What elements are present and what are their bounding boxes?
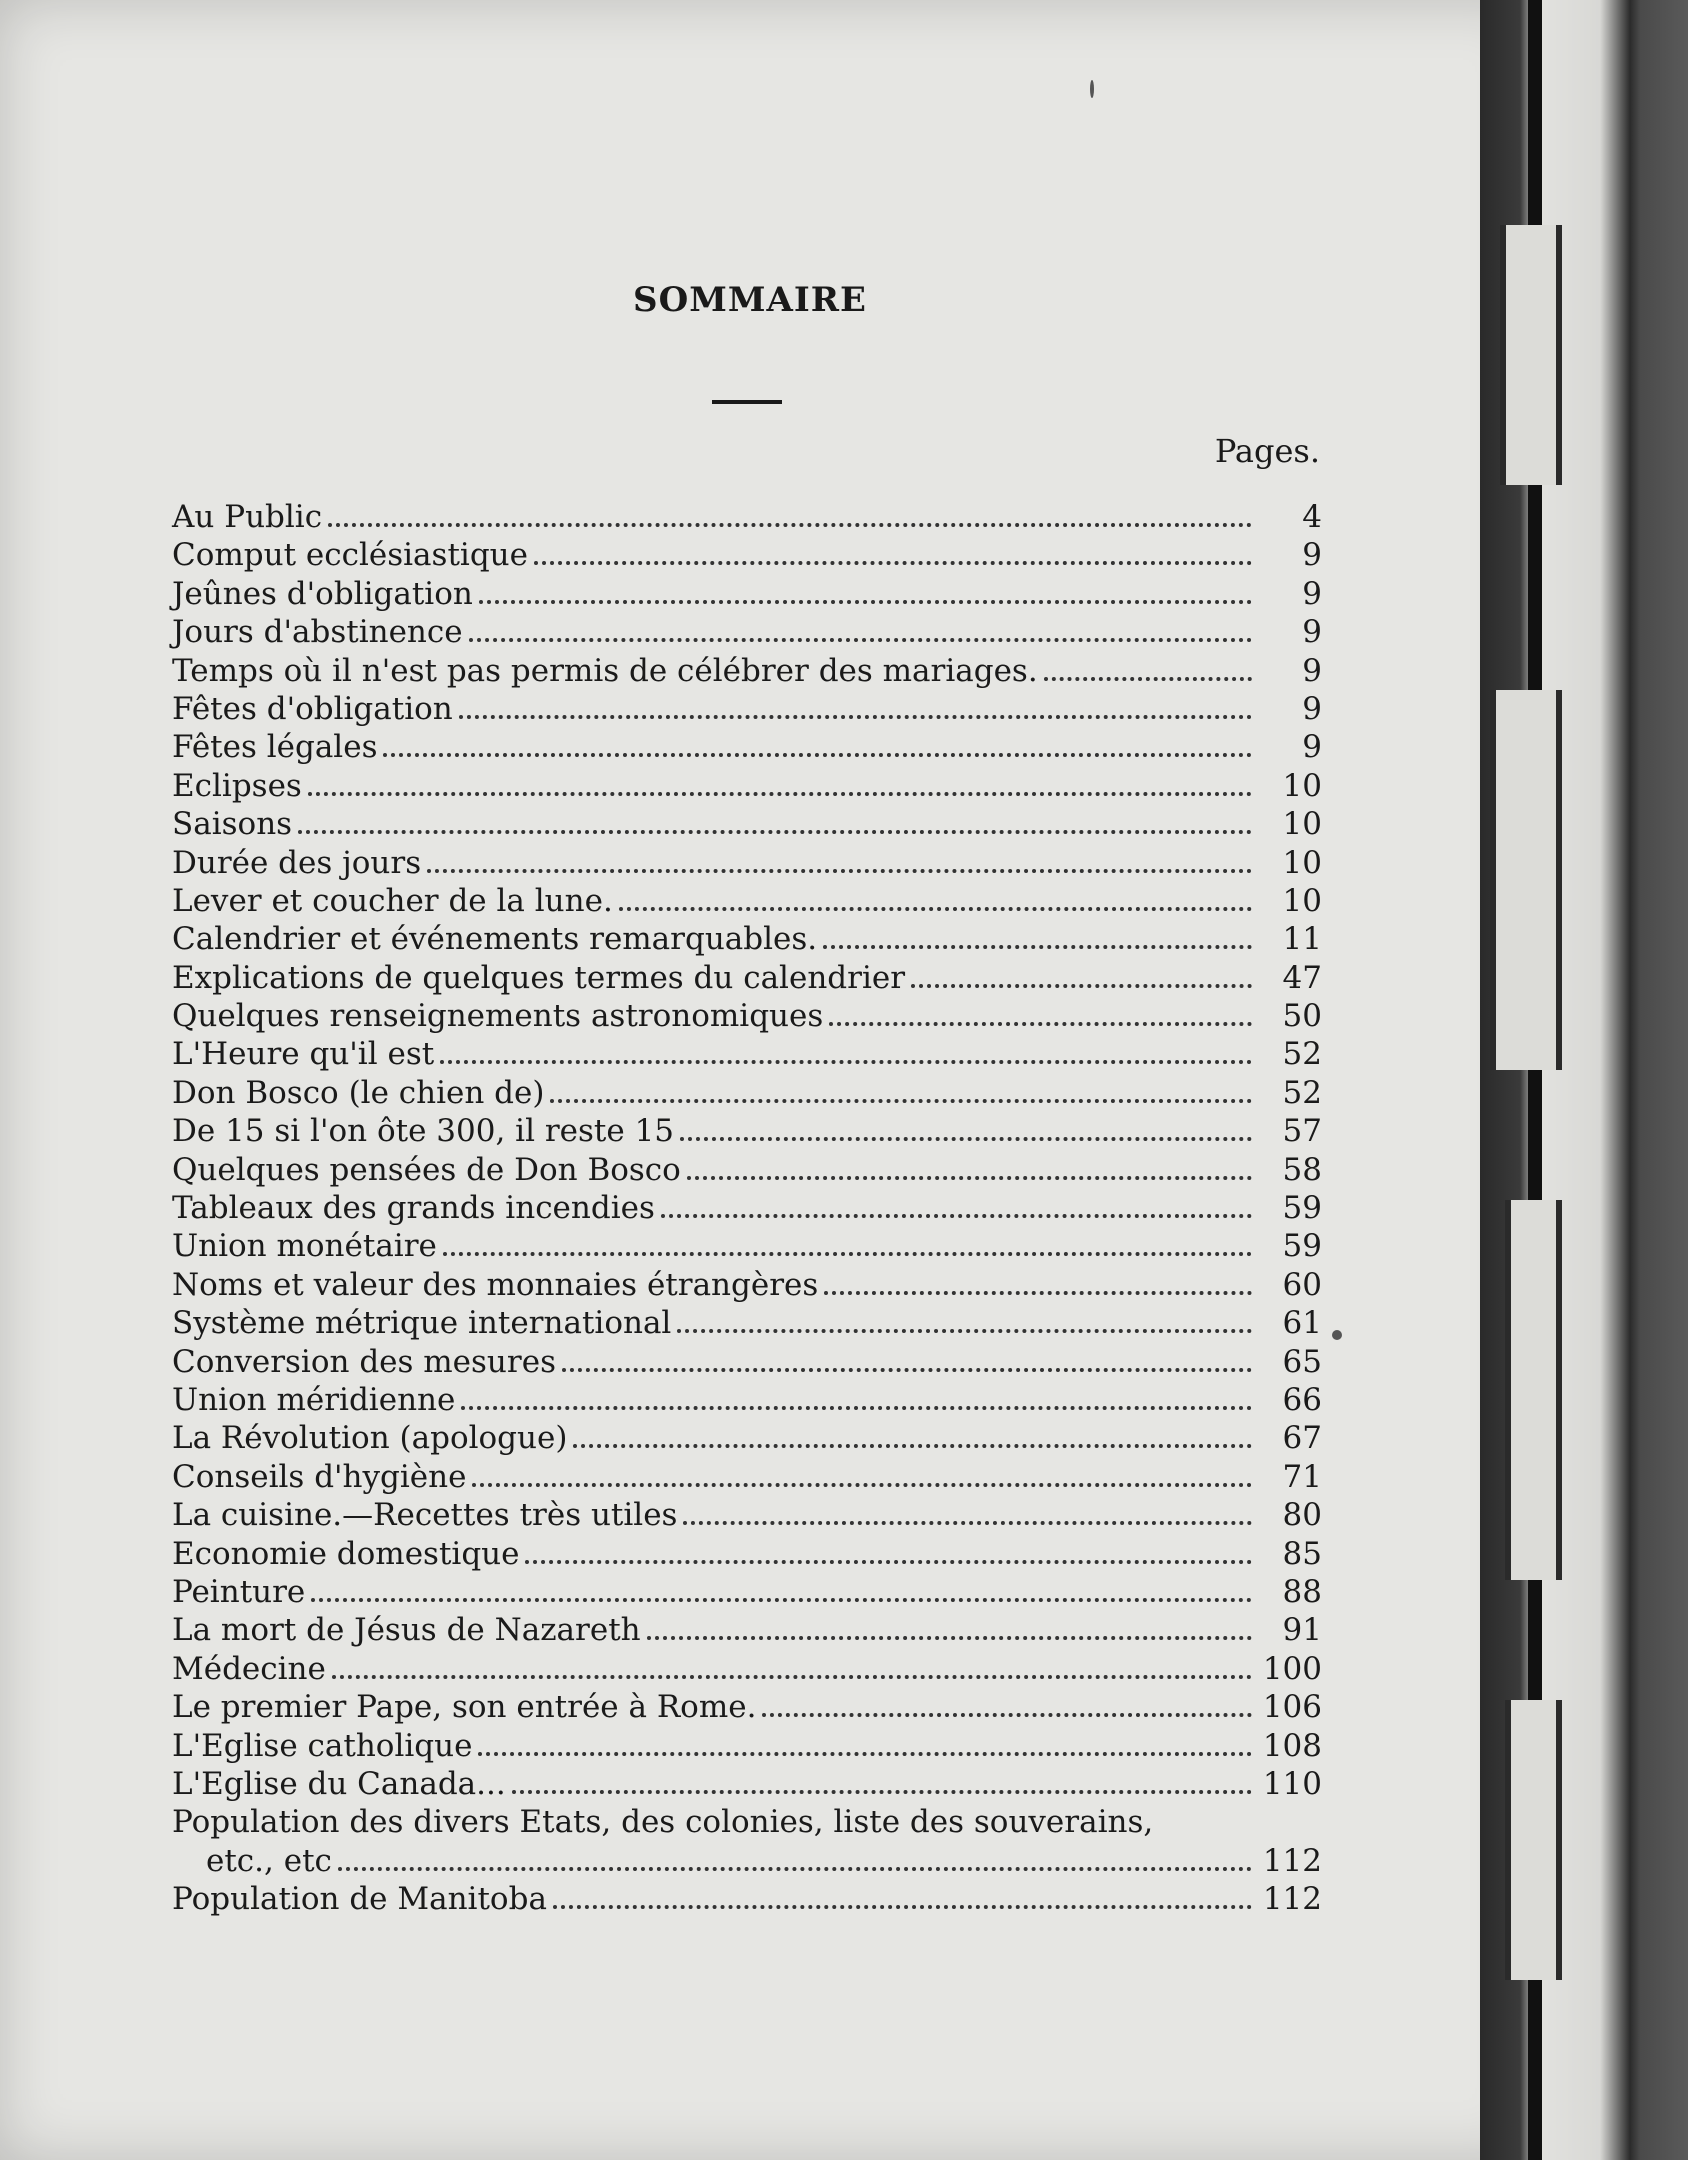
- dot-leader: [525, 1560, 1252, 1564]
- toc-entry-page: 112: [1262, 1842, 1322, 1879]
- binding-tab: [1505, 1200, 1562, 1580]
- toc-entry: [172, 882, 1322, 920]
- toc-entry: [172, 844, 1322, 882]
- dot-leader: [328, 523, 1252, 527]
- dot-leader: [512, 1790, 1252, 1794]
- toc-entry-page: 108: [1262, 1727, 1322, 1764]
- dot-leader: [553, 1905, 1252, 1909]
- toc-entry-label: Lever et coucher de la lune.: [172, 882, 613, 919]
- toc-entry-label: Peinture: [172, 1573, 306, 1610]
- toc-entry: [172, 1688, 1322, 1726]
- toc-entry: [172, 959, 1322, 997]
- toc-entry: [172, 613, 1322, 651]
- toc-entry: [172, 690, 1322, 728]
- toc-entry-label: Conseils d'hygiène: [172, 1458, 467, 1495]
- toc-entry-page: 66: [1282, 1381, 1322, 1418]
- dot-leader: [443, 1252, 1252, 1256]
- toc-entry-page: 9: [1302, 614, 1322, 651]
- toc-entry: [172, 1496, 1322, 1534]
- toc-entry-page: 88: [1282, 1573, 1322, 1610]
- toc-entry: [172, 1803, 1322, 1880]
- dot-leader: [338, 1867, 1252, 1871]
- toc-entry-page: 52: [1282, 1036, 1322, 1073]
- ink-speck: [1090, 80, 1094, 98]
- dot-leader: [459, 715, 1252, 719]
- toc-entry-page: 10: [1282, 767, 1322, 804]
- toc-entry: [172, 1650, 1322, 1688]
- dot-leader: [308, 792, 1252, 796]
- toc-entry-page: 67: [1282, 1420, 1322, 1457]
- dot-leader: [427, 869, 1252, 873]
- toc-entry: [172, 1458, 1322, 1496]
- dot-leader: [687, 1176, 1252, 1180]
- toc-entry-page: 9: [1302, 652, 1322, 689]
- toc-entry-label: Population des divers Etats, des colonies, liste des souverains,: [172, 1804, 1154, 1841]
- toc-entry-label: Union méridienne: [172, 1381, 456, 1418]
- toc-entry-page: 57: [1282, 1113, 1322, 1150]
- dot-leader: [573, 1444, 1252, 1448]
- toc-entry: [172, 1189, 1322, 1227]
- toc-entry: [172, 1880, 1322, 1918]
- toc-entry-page: 4: [1302, 499, 1322, 535]
- toc-entry-page: 106: [1262, 1689, 1322, 1726]
- toc-entry: [172, 1573, 1322, 1611]
- toc-entry-page: 60: [1282, 1266, 1322, 1303]
- toc-entry-page: 47: [1282, 959, 1322, 996]
- toc-entry: [172, 920, 1322, 958]
- binding-tab: [1505, 1700, 1562, 1980]
- toc-entry-label: Temps où il n'est pas permis de célébrer des mariages.: [172, 652, 1038, 689]
- toc-entry-label: Saisons: [172, 806, 293, 843]
- toc-entry-page: 100: [1262, 1650, 1322, 1687]
- toc-entry-label: Le premier Pape, son entrée à Rome.: [172, 1689, 757, 1726]
- toc-entry: [172, 536, 1322, 574]
- toc-entry: [172, 1727, 1322, 1765]
- ink-speck: [1332, 1330, 1342, 1340]
- toc-entry-label: Union monétaire: [172, 1228, 437, 1265]
- dot-leader: [534, 561, 1252, 565]
- toc-entry-label: Fêtes légales: [172, 729, 378, 766]
- toc-entry-label: Explications de quelques termes du calendrier: [172, 959, 906, 996]
- toc-entry-page: 10: [1282, 882, 1322, 919]
- table-of-contents: [172, 498, 1322, 1918]
- dot-leader: [479, 600, 1252, 604]
- toc-entry-label: L'Eglise catholique: [172, 1727, 473, 1764]
- toc-entry-label: Quelques pensées de Don Bosco: [172, 1151, 681, 1188]
- toc-entry: [172, 1419, 1322, 1457]
- dot-leader: [661, 1214, 1252, 1218]
- dot-leader: [647, 1636, 1252, 1640]
- toc-entry-page: 80: [1282, 1497, 1322, 1534]
- toc-entry: [172, 1035, 1322, 1073]
- dot-leader: [478, 1752, 1252, 1756]
- toc-entry-page: 71: [1282, 1458, 1322, 1495]
- toc-entry: [172, 1535, 1322, 1573]
- toc-entry: [172, 1381, 1322, 1419]
- toc-entry-label: Eclipses: [172, 767, 302, 804]
- toc-entry-label: Economie domestique: [172, 1535, 520, 1572]
- dot-leader: [677, 1329, 1252, 1333]
- toc-entry-label: Tableaux des grands incendies: [172, 1190, 655, 1227]
- toc-entry-page: 9: [1302, 690, 1322, 727]
- toc-entry: [172, 575, 1322, 613]
- toc-entry: [172, 997, 1322, 1035]
- toc-entry-page: 9: [1302, 537, 1322, 574]
- dot-leader: [311, 1598, 1252, 1602]
- toc-entry-page: 58: [1282, 1151, 1322, 1188]
- toc-entry-label: La mort de Jésus de Nazareth: [172, 1612, 641, 1649]
- toc-entry-page: 59: [1282, 1228, 1322, 1265]
- toc-entry-label: Jeûnes d'obligation: [172, 575, 473, 612]
- toc-entry: [172, 1304, 1322, 1342]
- toc-entry-label: Comput ecclésiastique: [172, 537, 528, 574]
- dot-leader: [824, 1291, 1252, 1295]
- toc-entry-label: Fêtes d'obligation: [172, 690, 453, 727]
- toc-entry-page: 110: [1262, 1765, 1322, 1802]
- toc-entry-page: 9: [1302, 729, 1322, 766]
- toc-entry-label: L'Heure qu'il est: [172, 1036, 435, 1073]
- toc-entry: [172, 1765, 1322, 1803]
- toc-entry-label: La cuisine.—Recettes très utiles: [172, 1497, 678, 1534]
- dot-leader: [298, 830, 1252, 834]
- toc-entry-label: Calendrier et événements remarquables.: [172, 921, 818, 958]
- toc-entry-page: 10: [1282, 844, 1322, 881]
- pages-column-label: Pages.: [1214, 432, 1320, 470]
- dot-leader: [829, 1022, 1252, 1026]
- toc-entry-page: 50: [1282, 998, 1322, 1035]
- toc-entry-page: 65: [1282, 1343, 1322, 1380]
- dot-leader: [1044, 677, 1252, 681]
- dot-leader: [911, 984, 1252, 988]
- dot-leader: [619, 907, 1252, 911]
- toc-entry-page: 11: [1282, 921, 1322, 958]
- dot-leader: [461, 1406, 1252, 1410]
- binding-tab: [1500, 225, 1562, 485]
- toc-entry-page: 61: [1282, 1305, 1322, 1342]
- toc-entry-label-continued: etc., etc: [206, 1842, 332, 1879]
- toc-entry-label: Don Bosco (le chien de): [172, 1074, 545, 1111]
- toc-entry-label: L'Eglise du Canada...: [172, 1765, 506, 1802]
- toc-entry: [172, 1227, 1322, 1265]
- dot-leader: [680, 1137, 1252, 1141]
- toc-entry-page: 112: [1262, 1881, 1322, 1918]
- toc-entry-page: 10: [1282, 806, 1322, 843]
- dot-leader: [472, 1483, 1252, 1487]
- toc-entry-page: 9: [1302, 575, 1322, 612]
- toc-entry-label: De 15 si l'on ôte 300, il reste 15: [172, 1113, 675, 1150]
- toc-entry: [172, 767, 1322, 805]
- toc-entry-label: Jours d'abstinence: [172, 614, 463, 651]
- page-title: SOMMAIRE: [633, 280, 867, 320]
- toc-entry: [172, 1151, 1322, 1189]
- toc-entry: [172, 728, 1322, 766]
- toc-entry-label: Système métrique international: [172, 1305, 672, 1342]
- toc-entry-label: Durée des jours: [172, 844, 422, 881]
- toc-entry: [172, 1112, 1322, 1150]
- dot-leader: [383, 753, 1252, 757]
- toc-entry: [172, 1611, 1322, 1649]
- toc-entry-label: La Révolution (apologue): [172, 1420, 568, 1457]
- toc-entry-page: 85: [1282, 1535, 1322, 1572]
- toc-entry-page: 59: [1282, 1190, 1322, 1227]
- title-rule: [712, 400, 782, 404]
- toc-entry: [172, 805, 1322, 843]
- dot-leader: [683, 1521, 1252, 1525]
- dot-leader: [550, 1099, 1252, 1103]
- toc-entry-page: 91: [1282, 1612, 1322, 1649]
- toc-entry-label: Noms et valeur des monnaies étrangères: [172, 1266, 819, 1303]
- toc-entry: [172, 498, 1322, 536]
- dot-leader: [823, 945, 1252, 949]
- dot-leader: [562, 1368, 1252, 1372]
- dot-leader: [332, 1675, 1252, 1679]
- toc-entry: [172, 1266, 1322, 1304]
- toc-entry-label: Au Public: [172, 499, 323, 535]
- toc-entry-page: 52: [1282, 1074, 1322, 1111]
- toc-entry: [172, 652, 1322, 690]
- toc-entry-label: Médecine: [172, 1650, 326, 1687]
- dot-leader: [762, 1713, 1252, 1717]
- dot-leader: [469, 638, 1252, 642]
- binding-tab: [1490, 690, 1562, 1070]
- toc-entry: [172, 1343, 1322, 1381]
- toc-entry-label: Conversion des mesures: [172, 1343, 556, 1380]
- toc-entry-label: Quelques renseignements astronomiques: [172, 998, 824, 1035]
- dot-leader: [440, 1060, 1252, 1064]
- toc-entry-label: Population de Manitoba: [172, 1881, 547, 1918]
- toc-entry: [172, 1074, 1322, 1112]
